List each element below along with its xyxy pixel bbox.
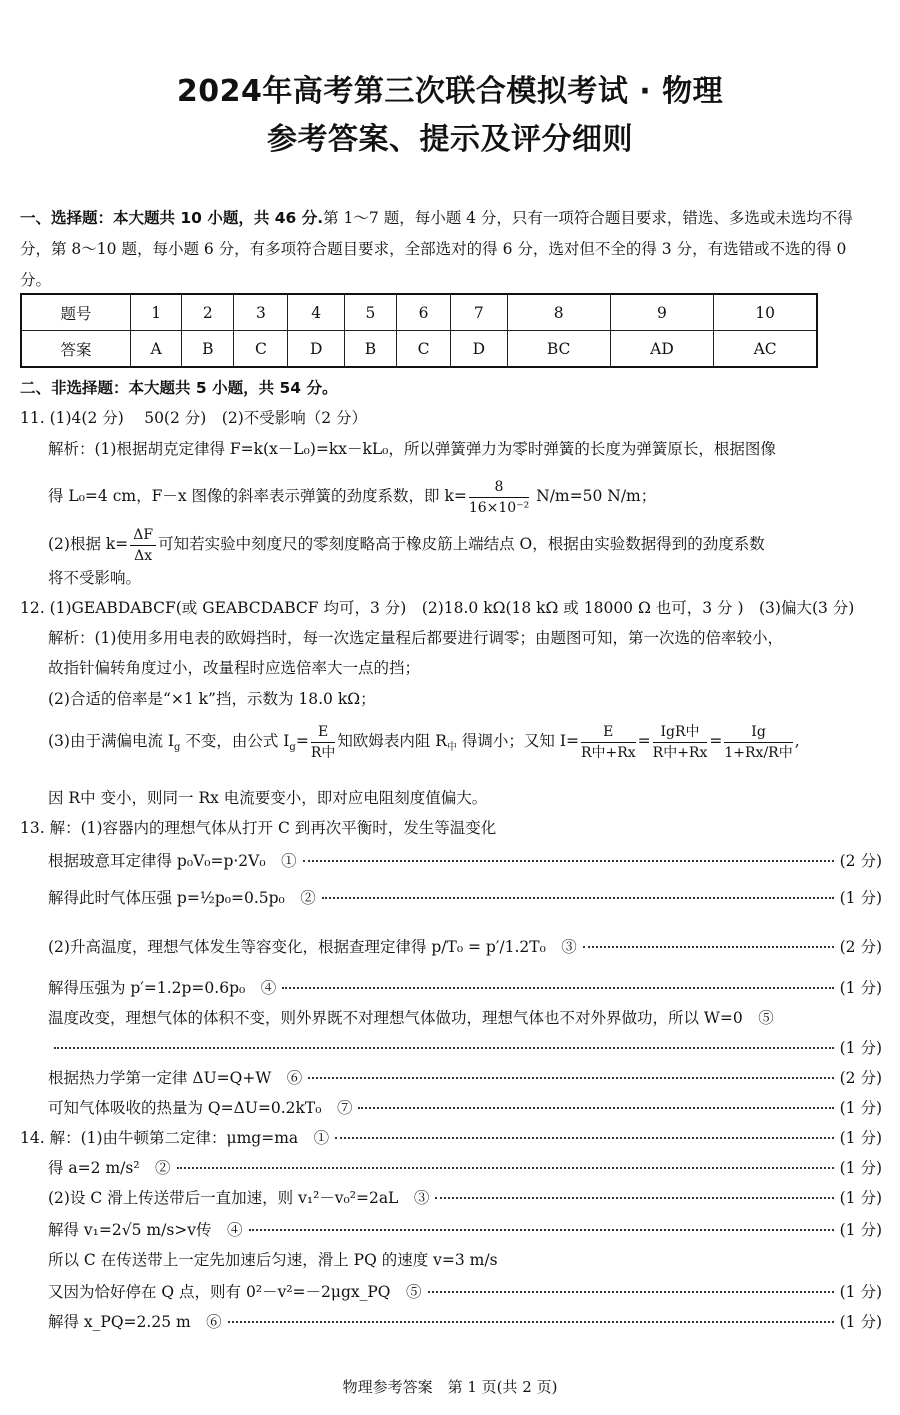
part1-instructions: [20, 203, 882, 296]
table-cell: C: [396, 331, 450, 368]
q12-analysis-line: 故指针偏转角度过小，改量程时应选倍率大一点的挡；: [48, 659, 421, 677]
q12-text: 不变，由公式 I: [180, 732, 290, 750]
leader-dots: [282, 987, 833, 989]
fraction-numerator: E: [311, 722, 336, 743]
q14-step: [48, 1186, 882, 1208]
table-cell: AD: [610, 331, 713, 368]
q13-step: [48, 886, 882, 908]
q14-step: [20, 1126, 882, 1148]
leader-dots: [583, 946, 834, 948]
q14-step: [48, 1156, 882, 1178]
fraction-denominator: R中+Rx: [652, 744, 708, 761]
table-cell: D: [451, 331, 507, 368]
leader-dots: [308, 1077, 833, 1079]
leader-dots: [249, 1229, 834, 1231]
step-text: 解得 x_PQ=2.25 m ⑥: [48, 1313, 222, 1331]
q13-work-line: 温度改变，理想气体的体积不变，则外界既不对理想气体做功，理想气体也不对外界做功，所以 W=0 ⑤: [48, 1009, 774, 1027]
table-cell: B: [182, 331, 234, 368]
step-text: 根据热力学第一定律 ΔU=Q+W ⑥: [48, 1069, 303, 1087]
leader-dots: [358, 1107, 833, 1109]
q13-step: [48, 976, 882, 998]
table-cell: B: [344, 331, 396, 368]
fraction-denominator: 1+Rx/R中: [724, 744, 793, 761]
step-text: 14. 解：(1)由牛顿第二定律：μmg=ma ①: [20, 1129, 330, 1147]
step-score: (1 分): [839, 1099, 882, 1117]
fraction: [469, 477, 529, 518]
q14-step: [48, 1310, 882, 1332]
step-score: (1 分): [839, 1159, 882, 1177]
part1-text: 第 1～7 题，每小题 4 分，只有一项符合题目要求，错选、多选或未选均不得分，第 8～10 题，每小题 6 分，有多项符合题目要求，全部选对的得 6 分，选对但不全的得 3 分，有选错或不选的得 0 分。: [20, 209, 853, 289]
table-cell: 1: [131, 294, 182, 331]
q12-text: 得调小；又知 I=: [456, 732, 579, 750]
fraction-numerator: E: [581, 722, 636, 743]
table-row-answers: [21, 331, 817, 368]
table-cell: 3: [234, 294, 288, 331]
q13-step: [48, 1036, 882, 1058]
q12-analysis-line: 因 R中 变小，则同一 Rx 电流要变小，即对应电阻刻度值偏大。: [48, 789, 488, 807]
step-score: (1 分): [839, 979, 882, 997]
table-cell: 6: [396, 294, 450, 331]
table-cell: 8: [507, 294, 610, 331]
step-score: (1 分): [839, 1313, 882, 1331]
table-cell: 10: [714, 294, 817, 331]
leader-dots: [228, 1321, 834, 1323]
step-text: (2)设 C 滑上传送带后一直加速，则 v₁²－v₀²=2aL ③: [48, 1189, 430, 1207]
table-row-label: 答案: [21, 331, 131, 368]
leader-dots: [322, 897, 834, 899]
step-score: (1 分): [839, 1283, 882, 1301]
table-cell: 4: [288, 294, 344, 331]
leader-dots: [435, 1197, 833, 1199]
q13-step: [48, 1066, 882, 1088]
fraction-numerator: Ig: [724, 722, 792, 743]
step-score: (2 分): [839, 938, 882, 956]
q13-step: [48, 935, 882, 957]
table-row-label: 题号: [21, 294, 131, 331]
table-cell: 2: [182, 294, 234, 331]
table-cell: 7: [451, 294, 507, 331]
q12-analysis-line: (2)合适的倍率是“×1 k”挡，示数为 18.0 kΩ；: [48, 690, 376, 708]
q11-text: 可知若实验中刻度尺的零刻度略高于橡皮筋上端结点 O，根据由实验数据得到的劲度系数: [158, 535, 765, 553]
fraction-numerator: 8: [469, 477, 529, 498]
fraction: [581, 722, 636, 763]
q12-answer: 12. (1)GEABDABCF(或 GEABCDABCF 均可，3 分) (2)18.0 kΩ(18 kΩ 或 18000 Ω 也可，3 分 ) (3)偏大(3 分): [20, 599, 855, 617]
step-score: (1 分): [839, 1221, 882, 1239]
q11-text: (2)根据 k=: [48, 535, 129, 553]
q13-step: [48, 1096, 882, 1118]
step-score: (1 分): [839, 889, 882, 907]
table-row-numbers: [21, 294, 817, 331]
leader-dots: [177, 1167, 834, 1169]
q11-analysis-line: 将不受影响。: [48, 569, 142, 587]
leader-dots: [303, 860, 834, 862]
page-subtitle: 参考答案、提示及评分细则: [267, 122, 633, 157]
fraction: [724, 722, 792, 763]
q13-step: [48, 849, 882, 871]
table-cell: C: [234, 331, 288, 368]
part2-heading: 二、非选择题：本大题共 5 小题，共 54 分。: [20, 379, 338, 397]
q11-analysis-line: [48, 522, 765, 566]
step-score: (1 分): [839, 1039, 882, 1057]
table-cell: 9: [610, 294, 713, 331]
q12-text: 知欧姆表内阻 R: [337, 732, 447, 750]
leader-dots: [428, 1291, 834, 1293]
fraction-denominator: Δx: [134, 547, 153, 564]
page-title: 2024年高考第三次联合模拟考试 · 物理: [176, 74, 724, 109]
table-cell: BC: [507, 331, 610, 368]
leader-dots: [54, 1047, 834, 1049]
fraction: [653, 722, 708, 763]
table-cell: AC: [714, 331, 817, 368]
fraction-numerator: ΔF: [130, 525, 156, 546]
q13-heading: 13. 解：(1)容器内的理想气体从打开 C 到再次平衡时，发生等温变化: [20, 819, 497, 837]
q11-text: 得 L₀=4 cm，F－x 图像的斜率表示弹簧的劲度系数，即 k=: [48, 487, 467, 505]
fraction-denominator: R中+Rx: [580, 744, 636, 761]
leader-dots: [335, 1137, 833, 1139]
q12-analysis-line: 解析：(1)使用多用电表的欧姆挡时，每一次选定量程后都要进行调零；由题图可知，第一次选的倍率较小，: [48, 629, 783, 647]
q14-step: [48, 1218, 882, 1240]
step-score: (1 分): [839, 1189, 882, 1207]
q12-analysis-line: (3)由于满偏电流 $I_g$ 不变，由公式 $I_g=$ $\frac{E}{\text{R中}}$ 知欧姆表内阻 $R_中$ 得调小；又知 I= $\frac{E}{\text{R中+Rx}}$ = $\frac{\text{IgR中}}{\text{R中+Rx}}$ = $\frac{Ig}{\text{1+Rx/R中}}$ ,: [48, 723, 800, 761]
fraction: [130, 525, 156, 566]
q11-answer: 11. (1)4(2 分) 50(2 分) (2)不受影响（2 分）: [20, 409, 368, 427]
fraction-denominator: 16×10⁻²: [468, 499, 530, 516]
step-text: 可知气体吸收的热量为 Q=ΔU=0.2kT₀ ⑦: [48, 1099, 353, 1117]
q11-analysis-line: 解析：(1)根据胡克定律得 F=k(x－L₀)=kx－kL₀，所以弹簧弹力为零时弹簧的长度为弹簧原长，根据图像: [48, 440, 776, 458]
step-text: 根据玻意耳定律得 p₀V₀=p·2V₀ ①: [48, 852, 297, 870]
step-text: (2)升高温度，理想气体发生等容变化，根据查理定律得 p/T₀ = p′/1.2T₀ ③: [48, 938, 577, 956]
fraction: [311, 722, 336, 763]
q11-text: N/m=50 N/m；: [531, 487, 657, 505]
table-cell: D: [288, 331, 344, 368]
step-text: 解得 v₁=2√5 m/s>v传 ④: [48, 1221, 243, 1239]
fraction-denominator: R中: [310, 744, 336, 761]
step-score: (2 分): [839, 852, 882, 870]
q14-analysis-line: 所以 C 在传送带上一定先加速后匀速，滑上 PQ 的速度 v=3 m/s: [48, 1251, 498, 1269]
fraction-numerator: IgR中: [653, 722, 708, 743]
step-text: 又因为恰好停在 Q 点，则有 0²－v²=－2μgx_PQ ⑤: [48, 1283, 422, 1301]
part1-heading: 一、选择题：本大题共 10 小题，共 46 分.: [20, 209, 324, 227]
step-score: (1 分): [839, 1129, 882, 1147]
q12-text: (3)由于满偏电流 I: [48, 732, 175, 750]
page-footer: 物理参考答案 第 1 页(共 2 页): [342, 1378, 558, 1396]
q14-step: [48, 1280, 882, 1302]
step-text: 得 a=2 m/s² ②: [48, 1159, 171, 1177]
answer-table: [20, 293, 818, 368]
step-score: (2 分): [839, 1069, 882, 1087]
q11-analysis-line: [48, 474, 656, 518]
table-cell: 5: [344, 294, 396, 331]
step-text: 解得此时气体压强 p=½p₀=0.5p₀ ②: [48, 889, 316, 907]
table-cell: A: [131, 331, 182, 368]
step-text: 解得压强为 p′=1.2p=0.6p₀ ④: [48, 979, 277, 997]
